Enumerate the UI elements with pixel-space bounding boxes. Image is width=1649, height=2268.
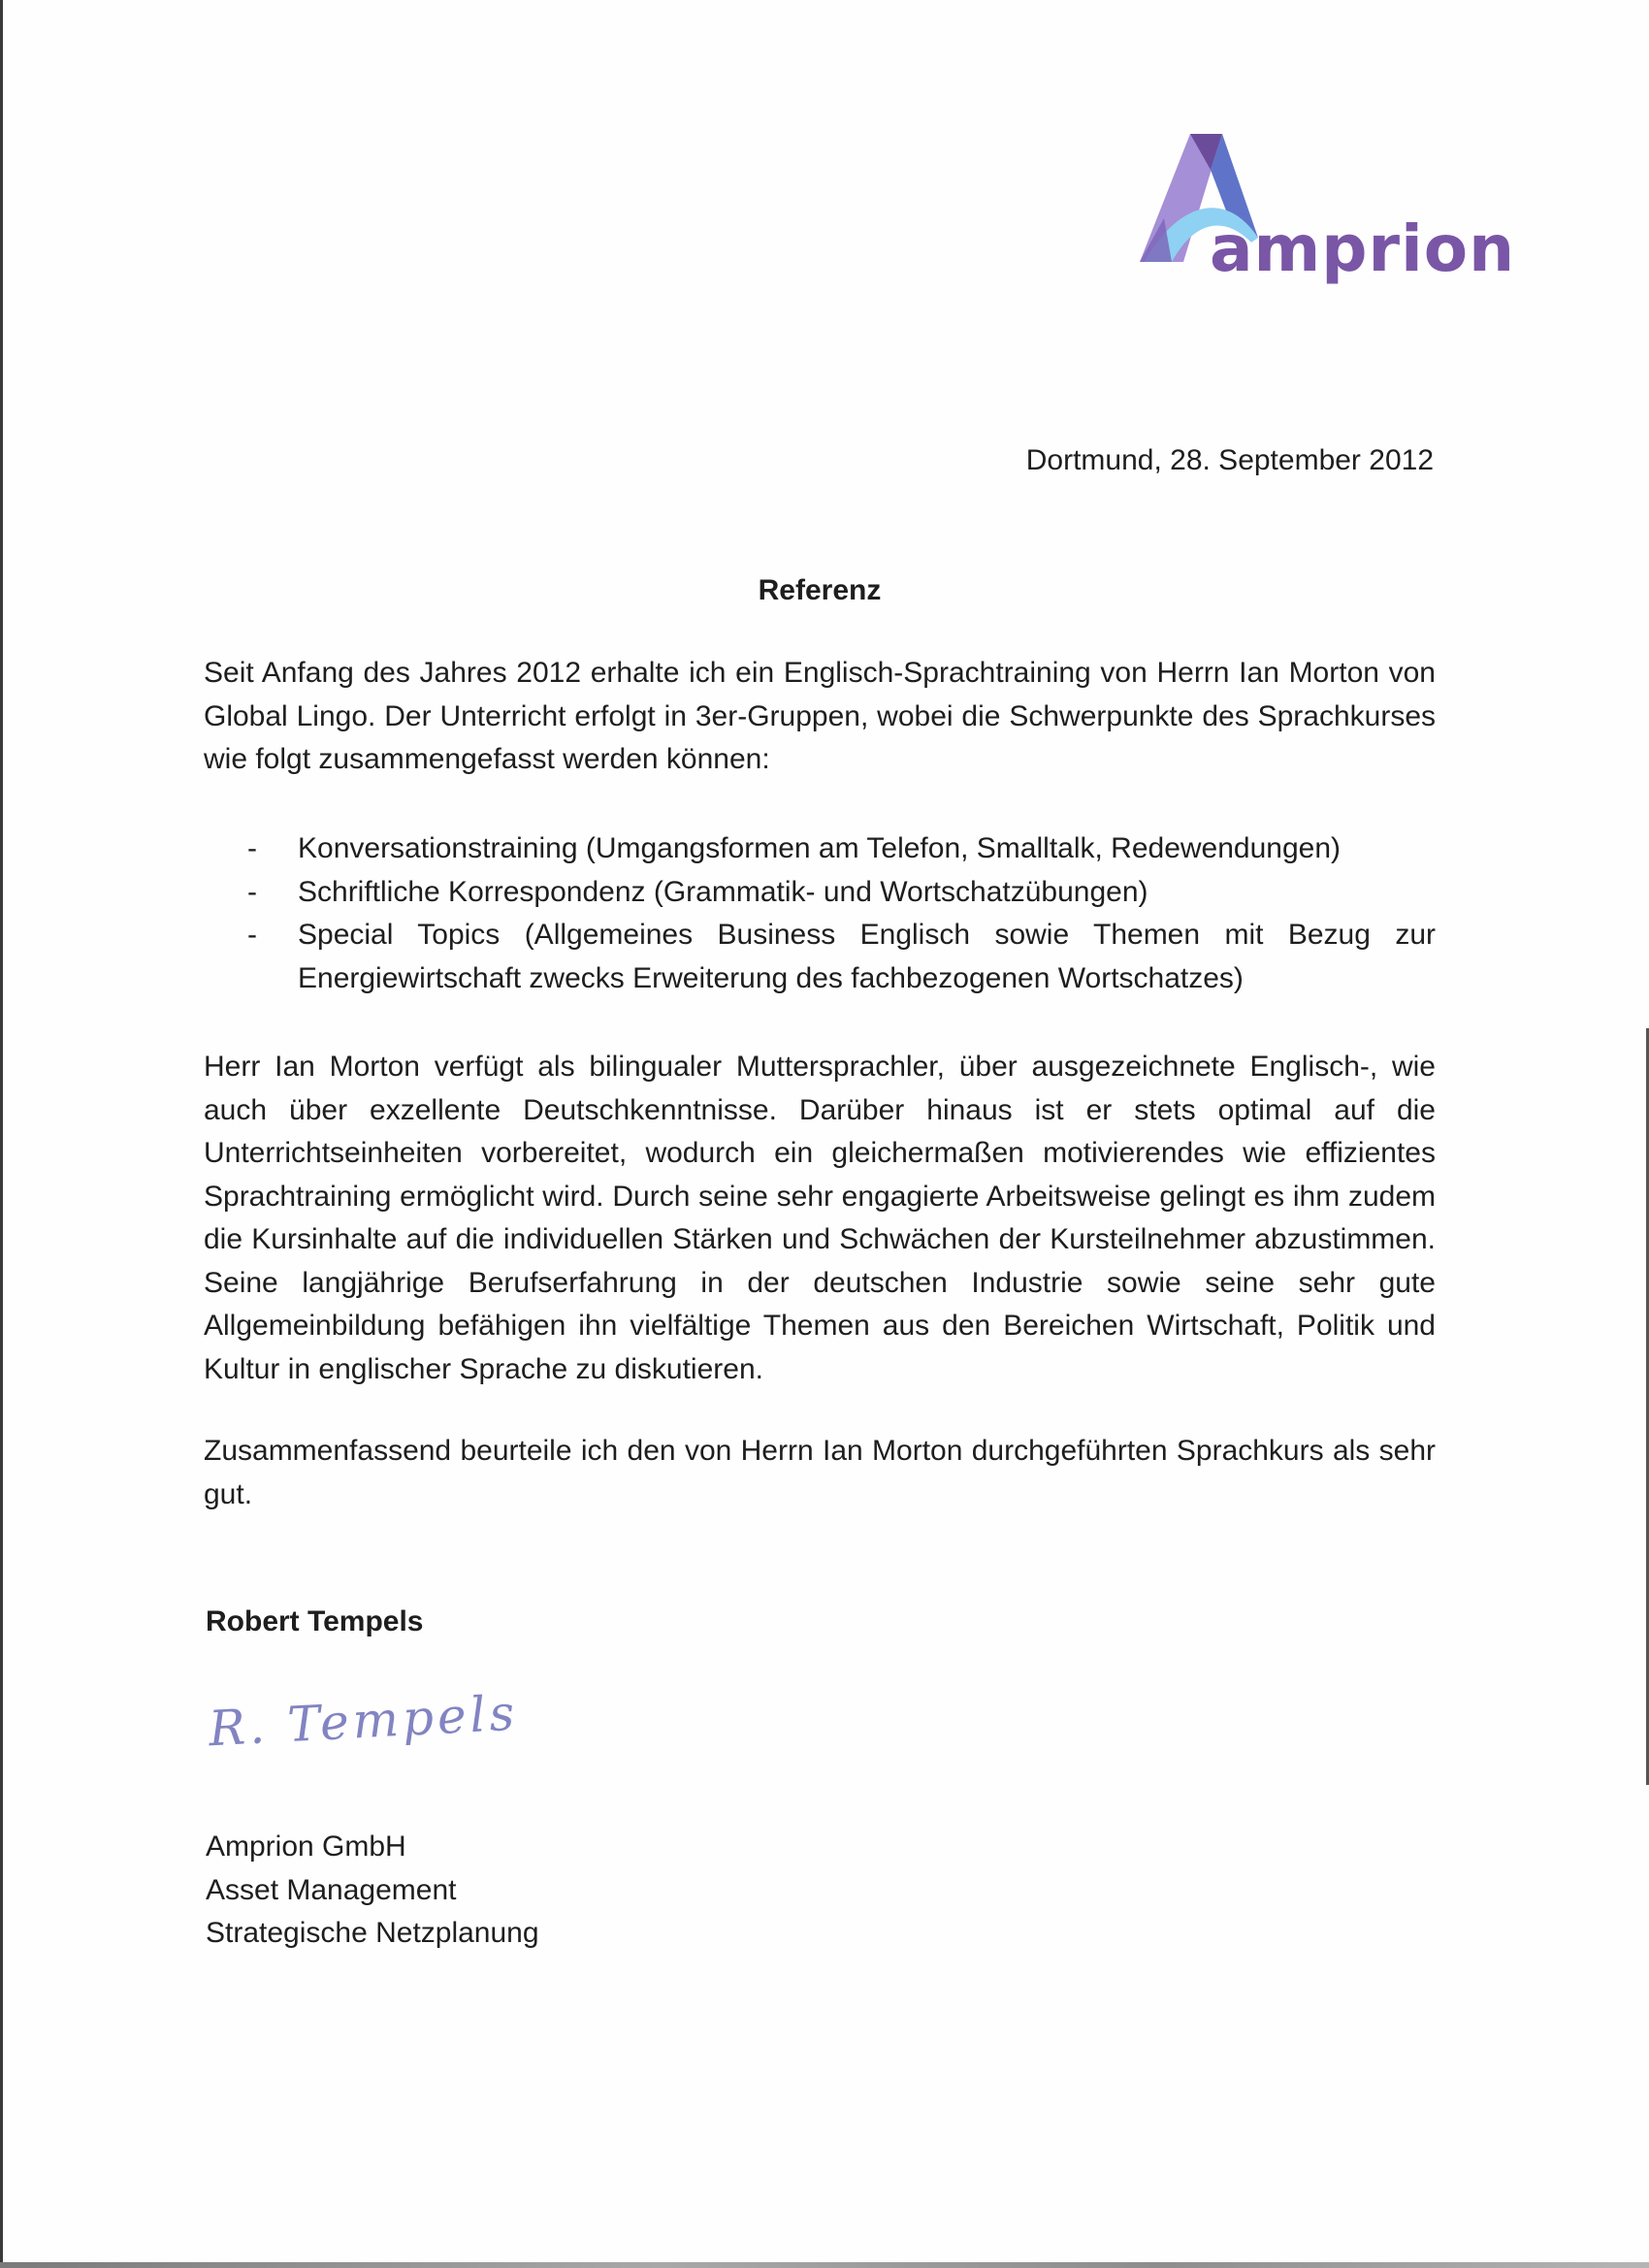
date-line: Dortmund, 28. September 2012	[1025, 444, 1434, 476]
bullet-text: Schriftliche Korrespondenz (Grammatik- und Wortschatzübungen)	[298, 875, 1148, 908]
scan-edge-left	[0, 0, 3, 2268]
handwritten-signature: R. Tempels	[207, 1684, 520, 1758]
scan-edge-bottom	[0, 2262, 1649, 2268]
company-department: Asset Management	[206, 1873, 457, 1906]
bullet-dash: -	[247, 919, 257, 951]
paragraph-evaluation: Herr Ian Morton verfügt als bilingualer Muttersprachler, über ausgezeichnete Englisch-, wie auch über exzellente Deutschkenntnisse. Darüber hinaus ist er stets optimal auf die Unterrichtseinheiten vorbereitet, wodurch ein gleichermaßen motivierendes wie effizientes Sprachtraining ermöglicht wird. Durch seine sehr engagierte Arbeitsweise gelingt es ihm zudem die Kursinhalte auf die individuellen Stärken und Schwächen der Kursteilnehmer abzustimmen. Seine langjährige Berufserfahrung in der deutschen Industrie sowie seine sehr gute Allgemeinbildung befähigen ihn vielfältige Themen aus den Bereichen Wirtschaft, Politik und Kultur in englischer Sprache zu diskutieren.	[204, 1051, 1436, 1385]
company-unit: Strategische Netzplanung	[206, 1917, 539, 1949]
company-name: Amprion GmbH	[206, 1831, 406, 1863]
list-item	[247, 914, 1436, 1000]
list-item	[247, 827, 1436, 871]
bullet-text: Special Topics (Allgemeines Business Englisch sowie Themen mit Bezug zur Energiewirtschaft zwecks Erweiterung des fachbezogenen Wortschatzes)	[298, 919, 1436, 994]
paragraph-intro: Seit Anfang des Jahres 2012 erhalte ich ein Englisch-Sprachtraining von Herrn Ian Morton von Global Lingo. Der Unterricht erfolgt in 3er-Gruppen, wobei die Schwerpunkte des Sprachkurses wie folgt zusammengefasst werden können:	[204, 657, 1436, 775]
bullet-dash: -	[247, 832, 257, 864]
signer-name: Robert Tempels	[206, 1605, 424, 1637]
list-item	[247, 871, 1436, 915]
paragraph-summary: Zusammenfassend beurteile ich den von Herrn Ian Morton durchgeführten Sprachkurs als sehr gut.	[204, 1435, 1436, 1510]
company-block	[206, 1826, 539, 1956]
letter-title: Referenz	[758, 574, 882, 606]
bullet-text: Konversationstraining (Umgangsformen am Telefon, Smalltalk, Redewendungen)	[298, 832, 1342, 864]
logo-wordmark: amprion	[1210, 211, 1516, 286]
bullet-list	[247, 827, 1436, 1000]
bullet-dash: -	[247, 875, 257, 908]
